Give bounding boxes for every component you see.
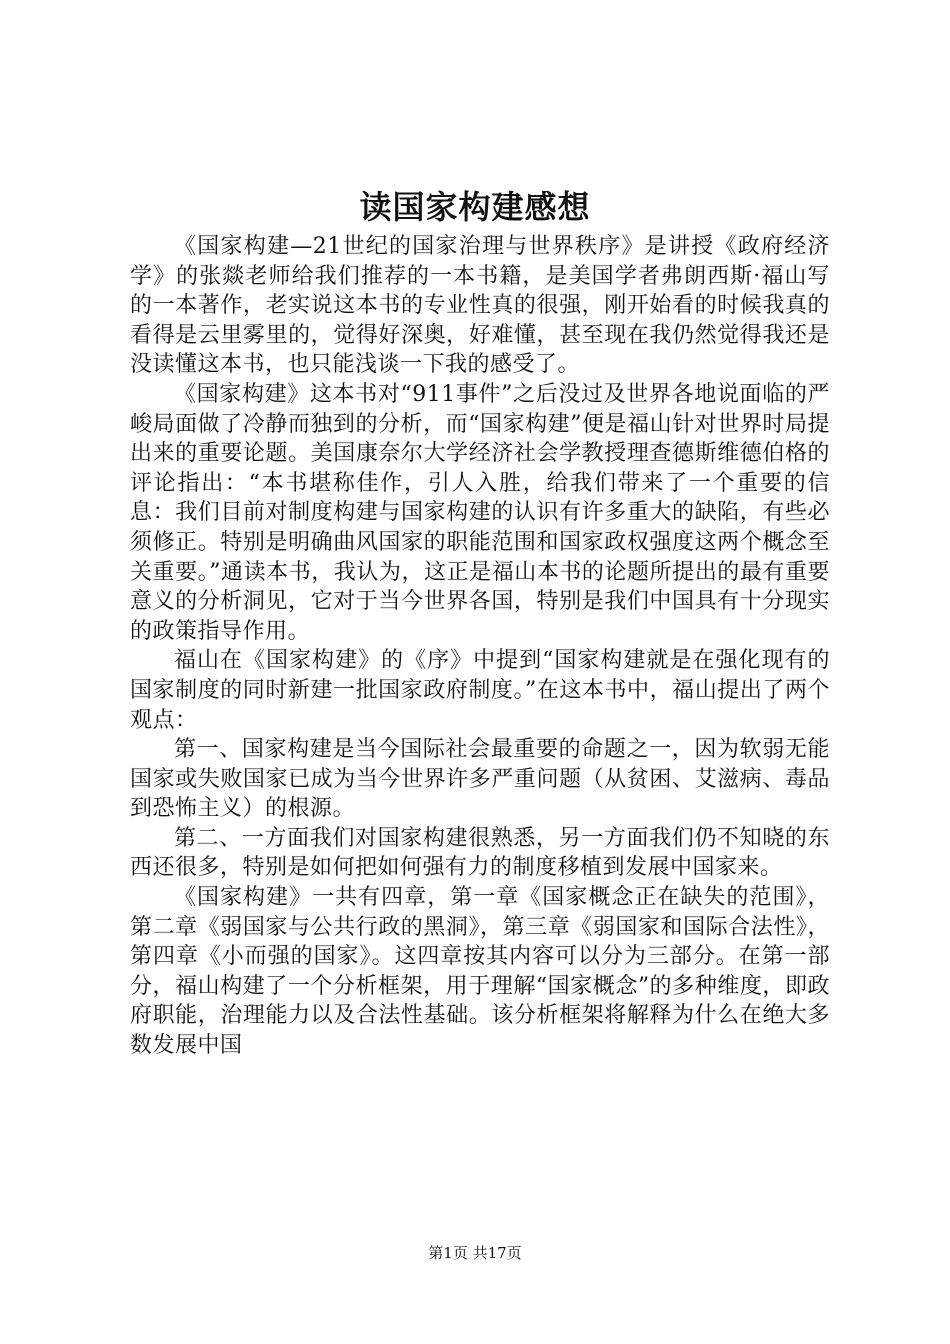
paragraph-5: 第二、一方面我们对国家构建很熟悉，另一方面我们仍不知晓的东西还很多，特别是如何把如何强有力的制度移植到发展中国家来。 — [130, 825, 830, 881]
paragraph-6: 《国家构建》一共有四章，第一章《国家概念正在缺失的范围》，第二章《弱国家与公共行政的黑洞》，第三章《弱国家和国际合法性》，第四章《小而强的国家》。这四章按其内容可以分为三部分。在第一部分，福山构建了一个分析框架，用于理解“国家概念”的多种维度，即政府职能，治理能力以及合法性基础。该分析框架将解释为什么在绝大多数发展中国 — [130, 885, 830, 1059]
paragraph-1: 《国家构建—21世纪的国家治理与世界秩序》是讲授《政府经济学》的张燚老师给我们推荐的一本书籍，是美国学者弗朗西斯·福山写的一本著作，老实说这本书的专业性真的很强，刚开始看的时候我真的看得是云里雾里的，觉得好深奥，好难懂，甚至现在我仍然觉得我还是没读懂这本书，也只能浅谈一下我的感受了。 — [130, 234, 830, 378]
document-title: 读国家构建感想 — [359, 188, 591, 226]
paragraph-2: 《国家构建》这本书对“911事件”之后没过及世界各地说面临的严峻局面做了冷静而独到的分析，而“国家构建”便是福山针对世界时局提出来的重要论题。美国康奈尔大学经济社会学教授理查德斯维德伯格的评论指出：“本书堪称佳作，引人入胜，给我们带来了一个重要的信息：我们目前对制度构建与国家构建的认识有许多重大的缺陷，有些必须修正。特别是明确曲风国家的职能范围和国家政权强度这两个概念至关重要。”通读本书，我认为，这正是福山本书的论题所提出的最有重要意义的分析洞见，它对于当今世界各国，特别是我们中国具有十分现实的政策指导作用。 — [130, 381, 830, 644]
paragraph-3: 福山在《国家构建》的《序》中提到“国家构建就是在强化现有的国家制度的同时新建一批国家政府制度。”在这本书中，福山提出了两个观点： — [130, 648, 830, 733]
document-body — [130, 232, 830, 1061]
paragraph-4: 第一、国家构建是当今国际社会最重要的命题之一，因为软弱无能国家或失败国家已成为当今世界许多严重问题（从贫困、艾滋病、毒品到恐怖主义）的根源。 — [130, 737, 830, 822]
page-number-footer: 第1页 共17页 — [428, 1244, 522, 1262]
